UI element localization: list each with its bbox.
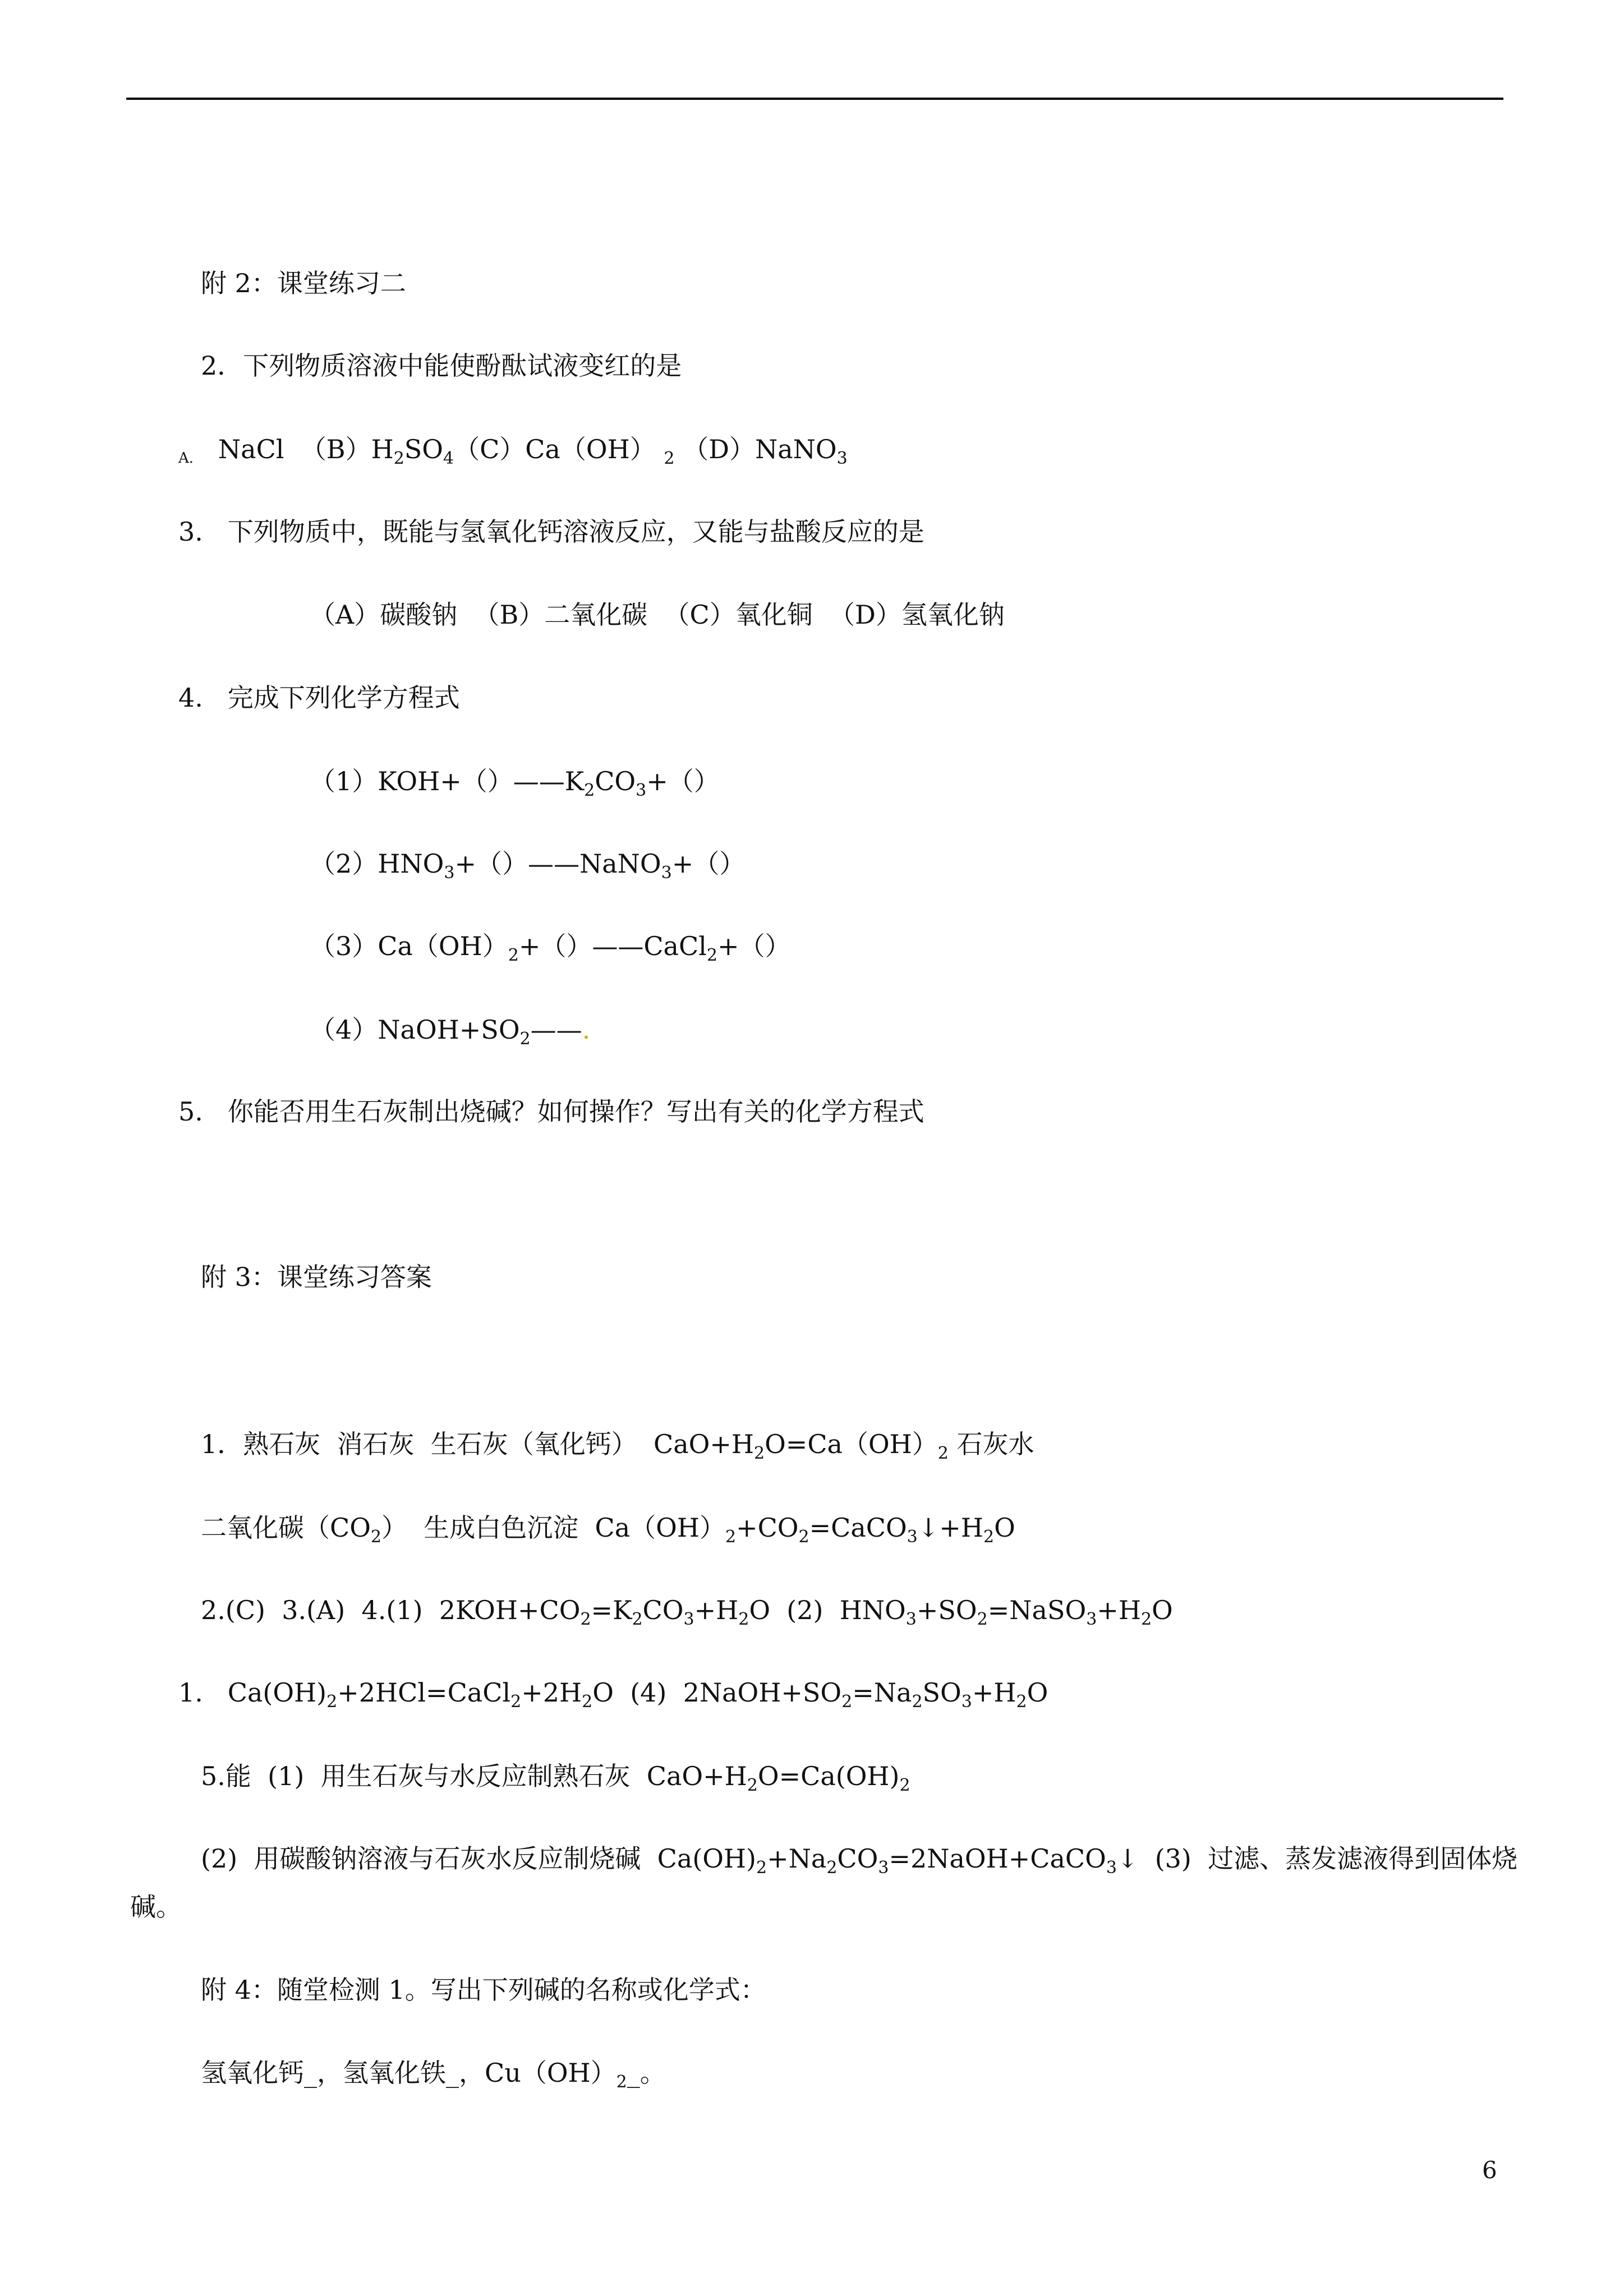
option-a-label: A. bbox=[178, 450, 194, 467]
question-3-stem: 3. 下列物质中，既能与氢氧化钙溶液反应，又能与盐酸反应的是 bbox=[178, 517, 924, 547]
answer-3-4-line: 1. $Ca(OH)_2+2HCl=CaCl_2+2H_2O$ (4) $2NaOH+SO_2=Na_2SO_3+H_2O$ bbox=[178, 1677, 1048, 1712]
answer-1-line-2: 二氧化碳$(CO_2)$ 生成白色沉淀 $Ca(OH)_2+CO_2=CaCO_3↓+H_2O$ bbox=[201, 1513, 1015, 1547]
question-2-options: A. NaCl $(B)H_2SO_4(C)Ca(OH)$ $_2$ （D）NaNO$_3$ bbox=[178, 434, 848, 468]
page-number: 6 bbox=[1482, 2156, 1497, 2184]
answer-5-line-3: 碱。 bbox=[130, 1892, 182, 1922]
equation-1: $(1)KOH+()——K_2CO_3+()$ bbox=[310, 766, 720, 800]
answer-5-line-2: (2) 用碳酸钠溶液与石灰水反应制烧碱 $Ca(OH)_2+Na_2CO_3=2NaOH+CaCO_3↓$ (3) 过滤、蒸发滤液得到固体烧 bbox=[201, 1843, 1518, 1878]
equation-2: $(2)HNO_3+()——NaNO_3+()$ bbox=[310, 849, 746, 883]
section-title-answers: 附 3：课堂练习答案 bbox=[201, 1262, 432, 1292]
answer-1-line-1: 1．熟石灰 消石灰 生石灰（氧化钙） $CaO+H_2O=Ca(OH)_2$ 石灰水 bbox=[201, 1429, 1034, 1463]
section-title-exercise-2: 附 2：课堂练习二 bbox=[201, 268, 406, 298]
question-5-stem: 5. 你能否用生石灰制出烧碱？如何操作？写出有关的化学方程式 bbox=[178, 1096, 924, 1127]
question-2-stem: 2．下列物质溶液中能使酚酞试液变红的是 bbox=[201, 351, 682, 381]
answer-2-4-line: 2.(C) 3.(A) 4.(1) $2KOH+CO_2=K_2CO_3+H_2O$ (2) $HNO_3+SO_2=NaSO_3+H_2O$ bbox=[201, 1595, 1173, 1629]
section-title-check: 附 4：随堂检测 1。写出下列碱的名称或化学式： bbox=[201, 1975, 766, 2005]
equation-4: $(4)NaOH+SO_2——$. bbox=[310, 1015, 591, 1049]
answer-5-line-1: 5.能 (1) 用生石灰与水反应制熟石灰 $CaO+H_2O=Ca(OH)_2$ bbox=[201, 1761, 910, 1795]
equation-3: $(3)Ca(OH)_2+()——CaCl_2+()$ bbox=[310, 931, 791, 965]
question-4-stem: 4. 完成下列化学方程式 bbox=[178, 683, 460, 713]
question-3-options: （A）碳酸钠 （B）二氧化碳 （C）氧化铜 （D）氢氧化钠 bbox=[310, 600, 1005, 630]
check-line: 氢氧化钙_，氢氧化铁_，$Cu(OH)_2\_$。 bbox=[201, 2058, 666, 2092]
header-rule bbox=[126, 98, 1503, 100]
